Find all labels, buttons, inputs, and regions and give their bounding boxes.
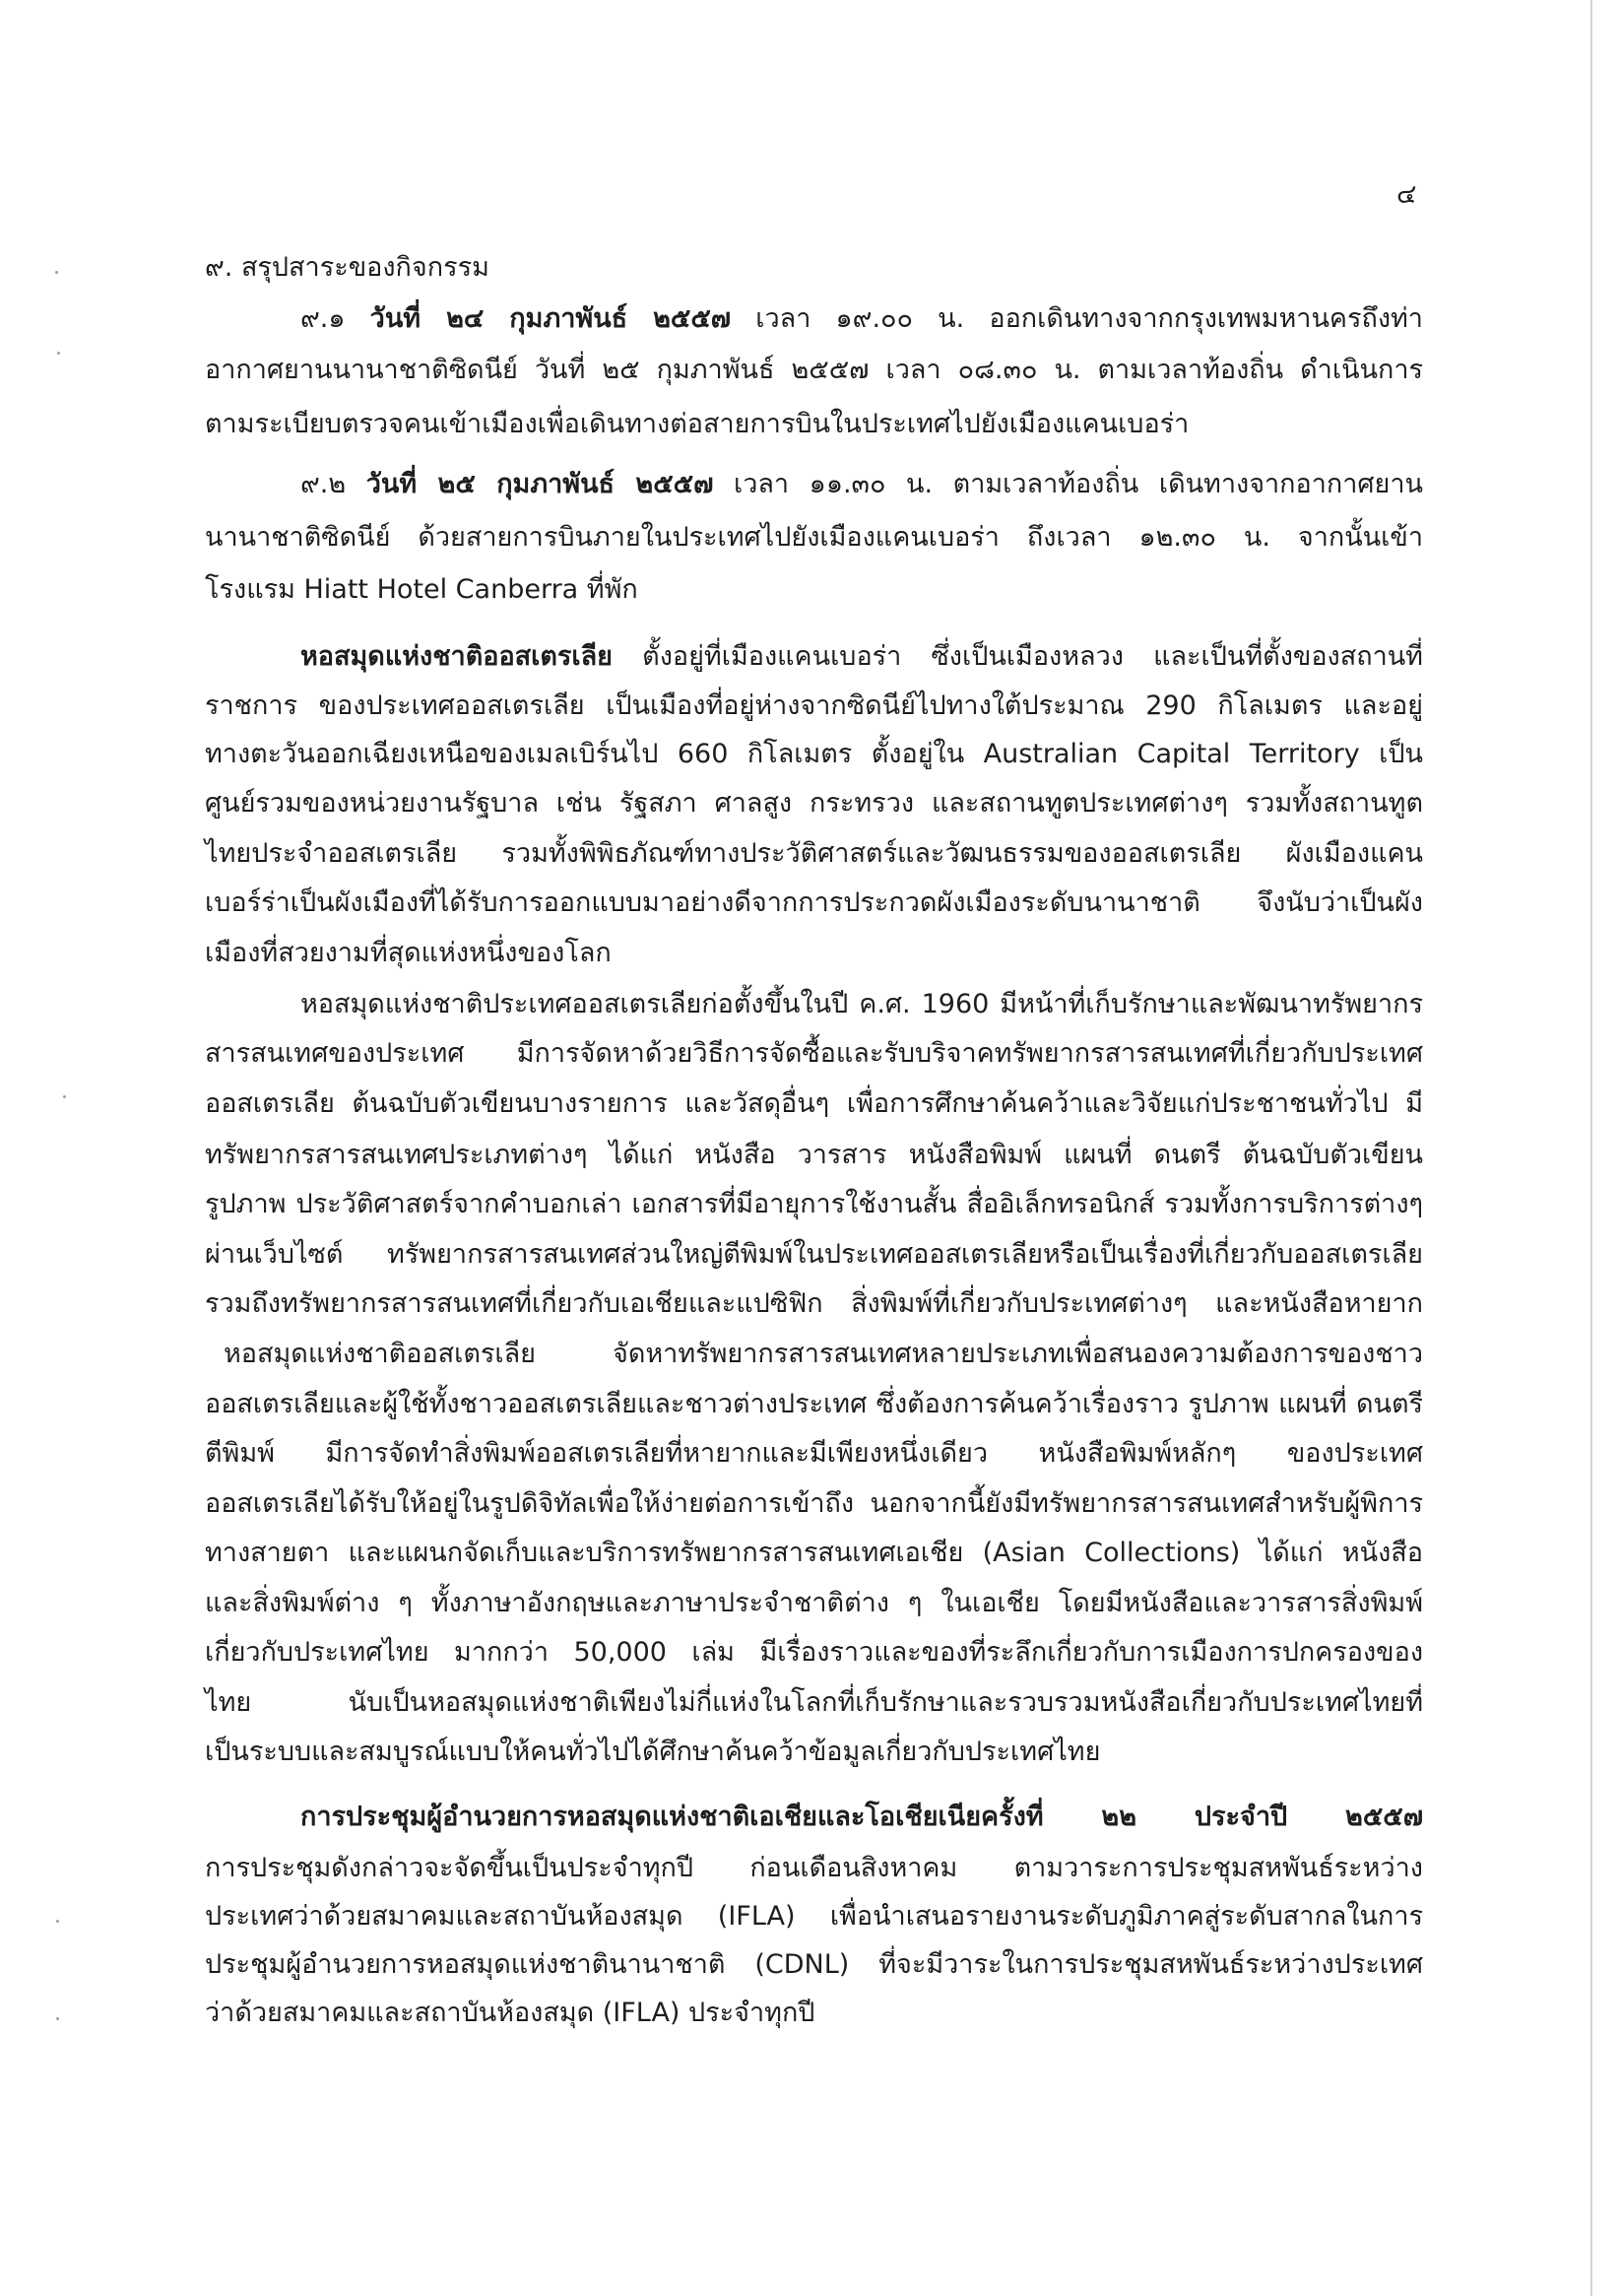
- body-text-line: ไทย นับเป็นหอสมุดแห่งชาติเพียงไม่กี่แห่งในโลกที่เก็บรักษาและรวบรวมหนังสือเกี่ยวกับประเทศไทยที่: [205, 1687, 1423, 1718]
- body-text-line: และสิ่งพิมพ์ต่าง ๆ ทั้งภาษาอังกฤษและภาษาประจำชาติต่าง ๆ ในเอเชีย โดยมีหนังสือและวารสารสิ่งพิมพ์: [205, 1588, 1423, 1618]
- paragraph-title: หอสมุดแห่งชาติออสเตรเลีย: [300, 641, 613, 672]
- item-first-line: [300, 465, 1423, 504]
- item-date: วันที่ ๒๔ กุมภาพันธ์ ๒๕๕๗: [369, 303, 732, 334]
- scan-speck: [63, 1095, 66, 1098]
- paragraph-first-line: [300, 637, 1423, 677]
- body-text-line: รูปภาพ ประวัติศาสตร์จากคำบอกเล่า เอกสารที่มีอายุการใช้งานสั้น สื่ออิเล็กทรอนิกส์ รวมทั้งการบริการต่างๆ: [205, 1189, 1423, 1219]
- body-text-line: อากาศยานนานาชาติซิดนีย์ วันที่ ๒๕ กุมภาพันธ์ ๒๕๕๗ เวลา ๐๘.๓๐ น. ตามเวลาท้องถิ่น ดำเนินการ: [205, 355, 1423, 385]
- scan-speck: [56, 2017, 59, 2020]
- item-date: วันที่ ๒๕ กุมภาพันธ์ ๒๕๕๗: [365, 469, 714, 499]
- body-text-line: ราชการ ของประเทศออสเตรเลีย เป็นเมืองที่อยู่ห่างจากซิดนีย์ไปทางใต้ประมาณ 290 กิโลเมตร และอยู่: [205, 690, 1423, 721]
- item-number: ๙.๒: [300, 469, 347, 499]
- body-text-line: ออสเตรเลียและผู้ใช้ทั้งชาวออสเตรเลียและชาวต่างประเทศ ซึ่งต้องการค้นคว้าเรื่องราว รูปภาพ แผนที่ ดนตรี: [205, 1389, 1423, 1419]
- body-text-line: ประชุมผู้อำนวยการหอสมุดแห่งชาตินานาชาติ (CDNL) ที่จะมีวาระในการประชุมสหพันธ์ระหว่างประเทศ: [205, 1949, 1423, 1980]
- paragraph-title: การประชุมผู้อำนวยการหอสมุดแห่งชาติเอเชียและโอเชียเนียครั้งที่ ๒๒ ประจำปี ๒๕๕๗: [300, 1802, 1423, 1832]
- body-text-line: นานาชาติซิดนีย์ ด้วยสายการบินภายในประเทศไปยังเมืองแคนเบอร่า ถึงเวลา ๑๒.๓๐ น. จากนั้นเข้า: [205, 522, 1423, 553]
- body-text-line: ตามระเบียบตรวจคนเข้าเมืองเพื่อเดินทางต่อสายการบินในประเทศไปยังเมืองแคนเบอร่า: [205, 409, 1190, 439]
- body-text-line: เป็นระบบและสมบูรณ์แบบให้คนทั่วไปได้ศึกษาค้นคว้าข้อมูลเกี่ยวกับประเทศไทย: [205, 1737, 1101, 1767]
- item-text: เวลา ๑๙.๐๐ น. ออกเดินทางจากกรุงเทพมหานครถึงท่า: [755, 303, 1423, 334]
- scan-speck: [55, 271, 58, 274]
- body-text-line: ว่าด้วยสมาคมและสถาบันห้องสมุด (IFLA) ประจำทุกปี: [205, 1998, 815, 2028]
- item-first-line: [300, 299, 1423, 339]
- body-text-line: ทางตะวันออกเฉียงเหนือของเมลเบิร์นไป 660 กิโลเมตร ตั้งอยู่ใน Australian Capital Territory เป็น: [205, 739, 1423, 769]
- body-text-line: สารสนเทศของประเทศ มีการจัดหาด้วยวิธีการจัดซื้อและรับบริจาคทรัพยากรสารสนเทศที่เกี่ยวกับประเทศ: [205, 1038, 1423, 1069]
- scan-speck: [57, 352, 60, 355]
- paragraph-text: ตั้งอยู่ที่เมืองแคนเบอร่า ซึ่งเป็นเมืองหลวง และเป็นที่ตั้งของสถานที่: [642, 641, 1423, 672]
- body-text-line: ออสเตรเลียได้รับให้อยู่ในรูปดิจิทัลเพื่อให้ง่ายต่อการเข้าถึง นอกจากนี้ยังมีทรัพยากรสารสนเทศสำหรับผู้พิการ: [205, 1488, 1423, 1519]
- section-heading: ๙. สรุปสาระของกิจกรรม: [205, 252, 489, 283]
- body-text-line: ศูนย์รวมของหน่วยงานรัฐบาล เช่น รัฐสภา ศาลสูง กระทรวง และสถานทูตประเทศต่างๆ รวมทั้งสถานทูต: [205, 788, 1423, 819]
- scan-edge-line: [1590, 0, 1592, 2296]
- body-text-line: โรงแรม Hiatt Hotel Canberra ที่พัก: [205, 574, 638, 605]
- body-text-line: ผ่านเว็บไซต์ ทรัพยากรสารสนเทศส่วนใหญ่ตีพิมพ์ในประเทศออสเตรเลียหรือเป็นเรื่องที่เกี่ยวกับออสเตรเลีย: [205, 1239, 1423, 1270]
- body-text-line: เมืองที่สวยงามที่สุดแห่งหนึ่งของโลก: [205, 938, 612, 968]
- body-text-line: รวมถึงทรัพยากรสารสนเทศที่เกี่ยวกับเอเชียและแปซิฟิก สิ่งพิมพ์ที่เกี่ยวกับประเทศต่างๆ และหนังสือหายาก: [205, 1288, 1423, 1319]
- body-text-line: ทรัพยากรสารสนเทศประเภทต่างๆ ได้แก่ หนังสือ วารสาร หนังสือพิมพ์ แผนที่ ดนตรี ต้นฉบับตัวเขียน: [205, 1140, 1423, 1170]
- body-text-line: ไทยประจำออสเตรเลีย รวมทั้งพิพิธภัณฑ์ทางประวัติศาสตร์และวัฒนธรรมของออสเตรเลีย ผังเมืองแคน: [205, 838, 1423, 869]
- item-text: เวลา ๑๑.๓๐ น. ตามเวลาท้องถิ่น เดินทางจากอากาศยาน: [734, 469, 1423, 499]
- body-text-line: ออสเตรเลีย ต้นฉบับตัวเขียนบางรายการ และวัสดุอื่นๆ เพื่อการศึกษาค้นคว้าและวิจัยแก่ประชาชนทั่วไป มี: [205, 1088, 1423, 1119]
- body-text-line: การประชุมดังกล่าวจะจัดขึ้นเป็นประจำทุกปี ก่อนเดือนสิงหาคม ตามวาระการประชุมสหพันธ์ระหว่าง: [205, 1853, 1423, 1883]
- body-text-line: เบอร์ร่าเป็นผังเมืองที่ได้รับการออกแบบมาอย่างดีจากการประกวดผังเมืองระดับนานาชาติ จึงนับว่าเป็นผัง: [205, 887, 1423, 918]
- body-text-line: ทางสายตา และแผนกจัดเก็บและบริการทรัพยากรสารสนเทศเอเชีย (Asian Collections) ได้แก่ หนังสือ: [205, 1538, 1423, 1568]
- body-text-line: หอสมุดแห่งชาติประเทศออสเตรเลียก่อตั้งขึ้นในปี ค.ศ. 1960 มีหน้าที่เก็บรักษาและพัฒนาทรัพยากร: [300, 989, 1423, 1019]
- body-text-line: ตีพิมพ์ มีการจัดทำสิ่งพิมพ์ออสเตรเลียที่หายากและมีเพียงหนึ่งเดียว หนังสือพิมพ์หลักๆ ของประเทศ: [205, 1438, 1423, 1469]
- body-text-line: หอสมุดแห่งชาติออสเตรเลีย จัดหาทรัพยากรสารสนเทศหลายประเภทเพื่อสนองความต้องการของชาว: [224, 1339, 1423, 1369]
- page-number: ๔: [1396, 179, 1417, 210]
- body-text-line: เกี่ยวกับประเทศไทย มากกว่า 50,000 เล่ม มีเรื่องราวและของที่ระลึกเกี่ยวกับการเมืองการปกครองของ: [205, 1637, 1423, 1668]
- body-text-line: ประเทศว่าด้วยสมาคมและสถาบันห้องสมุด (IFLA) เพื่อนำเสนอรายงานระดับภูมิภาคสู่ระดับสากลในการ: [205, 1901, 1423, 1932]
- scan-speck: [56, 1920, 59, 1923]
- item-number: ๙.๑: [300, 303, 346, 334]
